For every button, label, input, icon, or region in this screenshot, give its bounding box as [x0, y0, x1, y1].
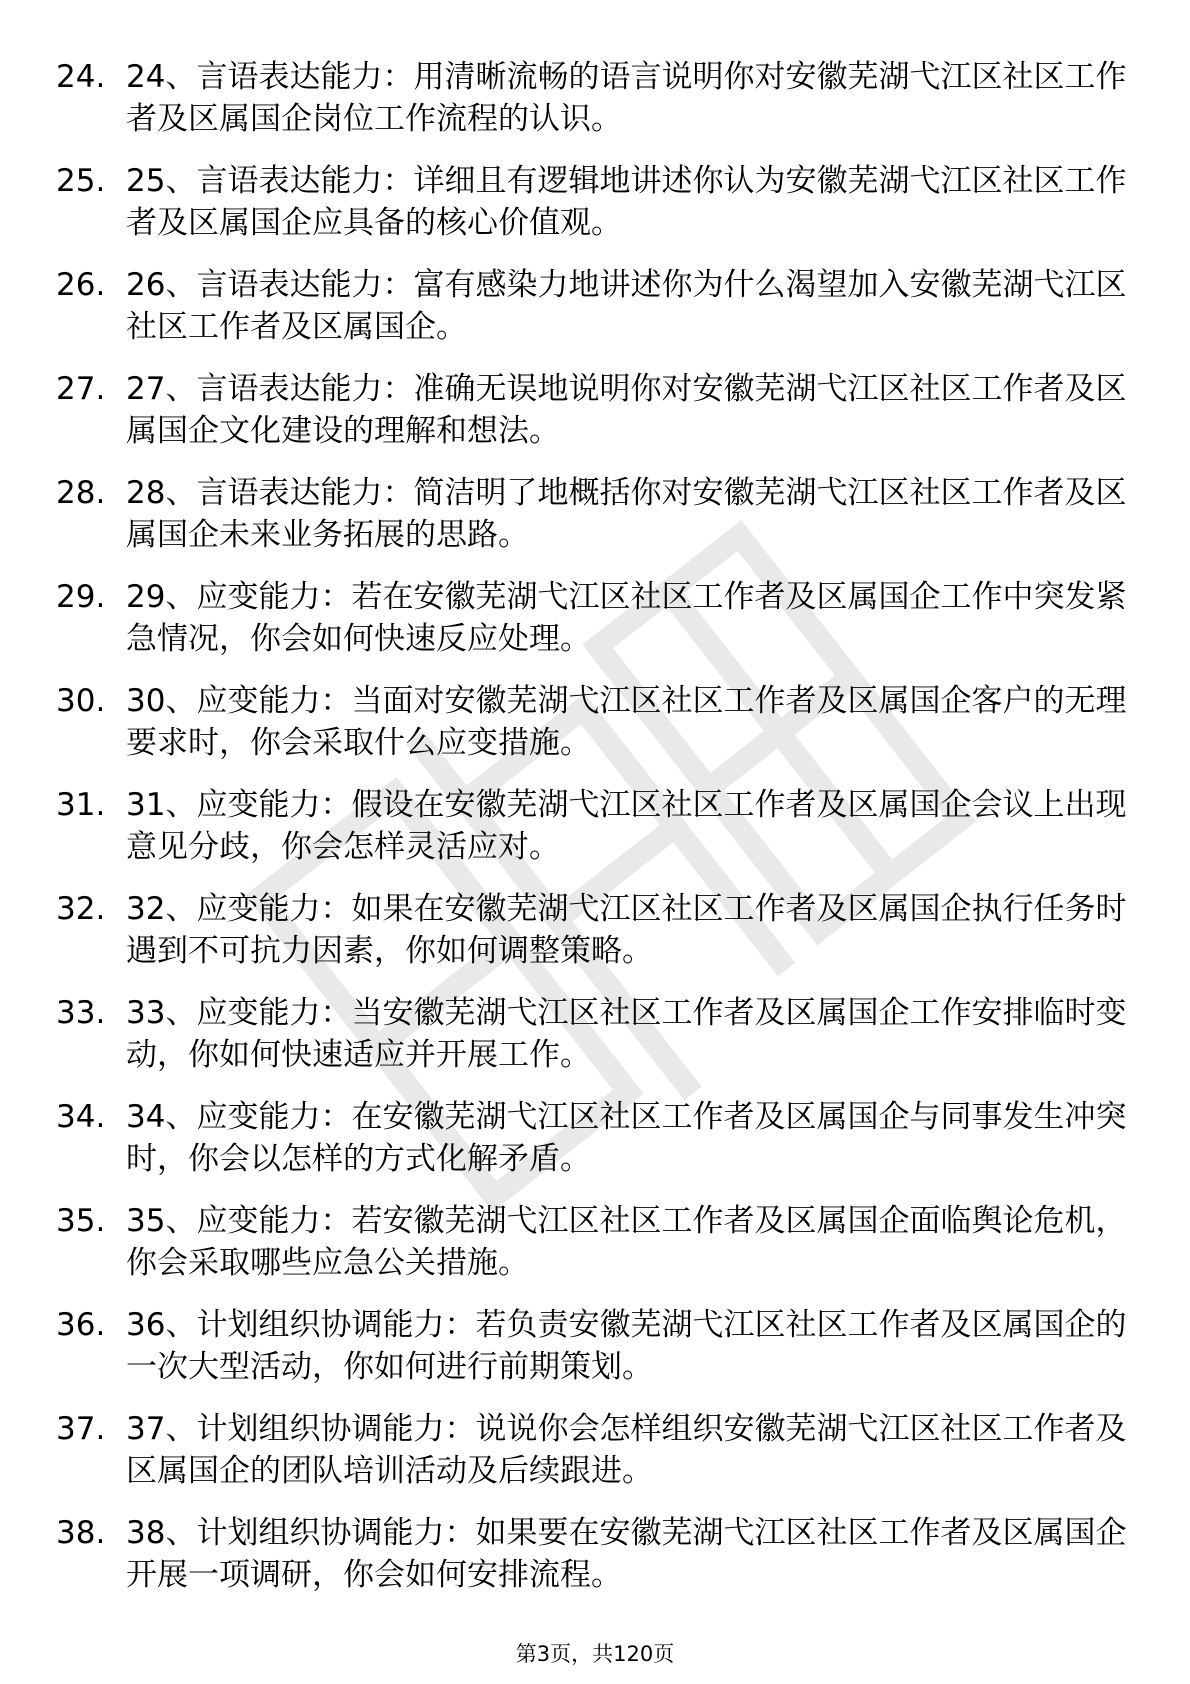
page-footer: 第3页，共120页 [515, 1642, 675, 1666]
question-number: 32. [56, 891, 106, 927]
question-item [56, 680, 1136, 764]
question-number: 34. [56, 1099, 106, 1135]
question-text: 27、言语表达能力：准确无误地说明你对安徽芜湖弋江区社区工作者及区属国企文化建设的理解和想法。 [126, 371, 1127, 449]
question-item [56, 1200, 1136, 1284]
question-text: 34、应变能力：在安徽芜湖弋江区社区工作者及区属国企与同事发生冲突时，你会以怎样的方式化解矛盾。 [126, 1099, 1127, 1177]
question-item [56, 472, 1136, 556]
question-item [56, 784, 1136, 868]
question-number: 25. [56, 163, 106, 199]
question-list [56, 56, 1136, 1616]
question-number: 30. [56, 683, 106, 719]
question-item [56, 888, 1136, 972]
question-item [56, 576, 1136, 660]
question-item [56, 1512, 1136, 1596]
question-number: 37. [56, 1411, 106, 1447]
question-number: 31. [56, 787, 106, 823]
question-number: 33. [56, 995, 106, 1031]
question-number: 27. [56, 371, 106, 407]
question-number: 36. [56, 1307, 106, 1343]
question-number: 35. [56, 1203, 106, 1239]
question-item [56, 1408, 1136, 1492]
question-text: 31、应变能力：假设在安徽芜湖弋江区社区工作者及区属国企会议上出现意见分歧，你会怎样灵活应对。 [126, 787, 1127, 865]
question-text: 35、应变能力：若安徽芜湖弋江区社区工作者及区属国企面临舆论危机，你会采取哪些应急公关措施。 [126, 1203, 1127, 1281]
question-text: 37、计划组织协调能力：说说你会怎样组织安徽芜湖弋江区社区工作者及区属国企的团队培训活动及后续跟进。 [126, 1411, 1127, 1489]
question-number: 38. [56, 1515, 106, 1551]
question-number: 29. [56, 579, 106, 615]
question-number: 24. [56, 59, 106, 95]
question-text: 32、应变能力：如果在安徽芜湖弋江区社区工作者及区属国企执行任务时遇到不可抗力因素，你如何调整策略。 [126, 891, 1127, 969]
question-item [56, 1096, 1136, 1180]
question-number: 26. [56, 267, 106, 303]
question-text: 26、言语表达能力：富有感染力地讲述你为什么渴望加入安徽芜湖弋江区社区工作者及区属国企。 [126, 267, 1127, 345]
question-text: 24、言语表达能力：用清晰流畅的语言说明你对安徽芜湖弋江区社区工作者及区属国企岗位工作流程的认识。 [126, 59, 1127, 137]
question-text: 25、言语表达能力：详细且有逻辑地讲述你认为安徽芜湖弋江区社区工作者及区属国企应具备的核心价值观。 [126, 163, 1127, 241]
question-item [56, 56, 1136, 140]
question-text: 36、计划组织协调能力：若负责安徽芜湖弋江区社区工作者及区属国企的一次大型活动，你如何进行前期策划。 [126, 1307, 1127, 1385]
question-text: 28、言语表达能力：简洁明了地概括你对安徽芜湖弋江区社区工作者及区属国企未来业务拓展的思路。 [126, 475, 1127, 553]
question-number: 28. [56, 475, 106, 511]
question-item [56, 160, 1136, 244]
question-item [56, 264, 1136, 348]
question-text: 38、计划组织协调能力：如果要在安徽芜湖弋江区社区工作者及区属国企开展一项调研，你会如何安排流程。 [126, 1515, 1127, 1593]
question-item [56, 368, 1136, 452]
question-text: 29、应变能力：若在安徽芜湖弋江区社区工作者及区属国企工作中突发紧急情况，你会如何快速反应处理。 [126, 579, 1127, 657]
question-text: 33、应变能力：当安徽芜湖弋江区社区工作者及区属国企工作安排临时变动，你如何快速适应并开展工作。 [126, 995, 1127, 1073]
question-item [56, 1304, 1136, 1388]
question-item [56, 992, 1136, 1076]
question-text: 30、应变能力：当面对安徽芜湖弋江区社区工作者及区属国企客户的无理要求时，你会采取什么应变措施。 [126, 683, 1127, 761]
